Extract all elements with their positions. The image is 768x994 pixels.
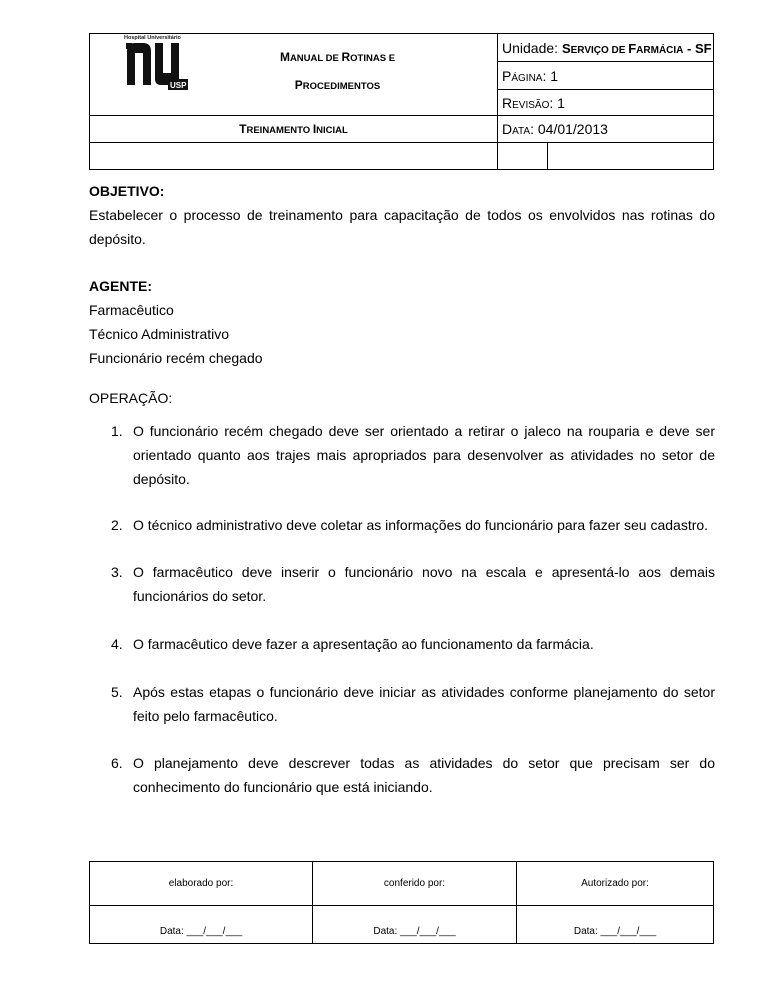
logo-badge: USP (170, 81, 187, 90)
manual-title: MANUAL DE ROTINAS E PROCEDIMENTOS (279, 50, 396, 92)
agente-section (89, 274, 715, 370)
agente-item: Farmacêutico (89, 302, 174, 318)
operacao-heading: OPERAÇÃO: (89, 390, 173, 406)
objetivo-heading: OBJETIVO: (89, 183, 165, 199)
data-cell: DATA: 04/01/2013 (498, 116, 714, 143)
unidade-cell: Unidade: SERVIÇO DE FARMÁCIA - SF (498, 34, 714, 62)
pagina-cell: PÁGINA: 1 (498, 62, 714, 90)
elaborado-label: elaborado por: (90, 862, 313, 906)
hu-logo-icon (124, 35, 188, 91)
empty-cell-2 (498, 143, 548, 170)
hospital-logo (124, 35, 188, 91)
data-field: Data: ___/___/___ (517, 906, 714, 944)
operacao-step: 4. O farmacêutico deve fazer a apresentação ao funcionamento da farmácia. (111, 636, 594, 652)
logo-text: Hospital Universitário (124, 35, 181, 41)
approval-table (89, 861, 714, 944)
agente-item: Técnico Administrativo (89, 326, 230, 342)
operacao-step: 5. Após estas etapas o funcionário deve iniciar as atividades conforme planejamento do setor feito pelo farmacêutico. (111, 684, 715, 724)
agente-item: Funcionário recém chegado (89, 350, 263, 366)
empty-cell-1 (90, 143, 498, 170)
objetivo-section (89, 179, 715, 251)
agente-heading: AGENTE: (89, 278, 152, 294)
operacao-step: 3. O farmacêutico deve inserir o funcionário novo na escala e apresentá-lo aos demais funcionários do setor. (111, 564, 715, 604)
data-field: Data: ___/___/___ (313, 906, 517, 944)
revisao-cell: REVISÃO: 1 (498, 90, 714, 116)
operacao-step: 1. O funcionário recém chegado deve ser orientado a retirar o jaleco na rouparia e deve ser orientado quanto aos trajes mais apropriados para desenvolver as atividades no setor de depósito. (111, 423, 715, 487)
treinamento-cell: TREINAMENTO INICIAL (90, 116, 498, 143)
conferido-label: conferido por: (313, 862, 517, 906)
empty-cell-3 (548, 143, 714, 170)
operacao-step: 6. O planejamento deve descrever todas as atividades do setor que precisam ser do conhecimento do funcionário que está iniciando. (111, 755, 715, 795)
operacao-step: 2. O técnico administrativo deve coletar as informações do funcionário para fazer seu cadastro. (111, 517, 709, 533)
autorizado-label: Autorizado por: (517, 862, 714, 906)
objetivo-text: Estabelecer o processo de treinamento para capacitação de todos os envolvidos nas rotinas do depósito. (89, 207, 715, 247)
data-field: Data: ___/___/___ (90, 906, 313, 944)
